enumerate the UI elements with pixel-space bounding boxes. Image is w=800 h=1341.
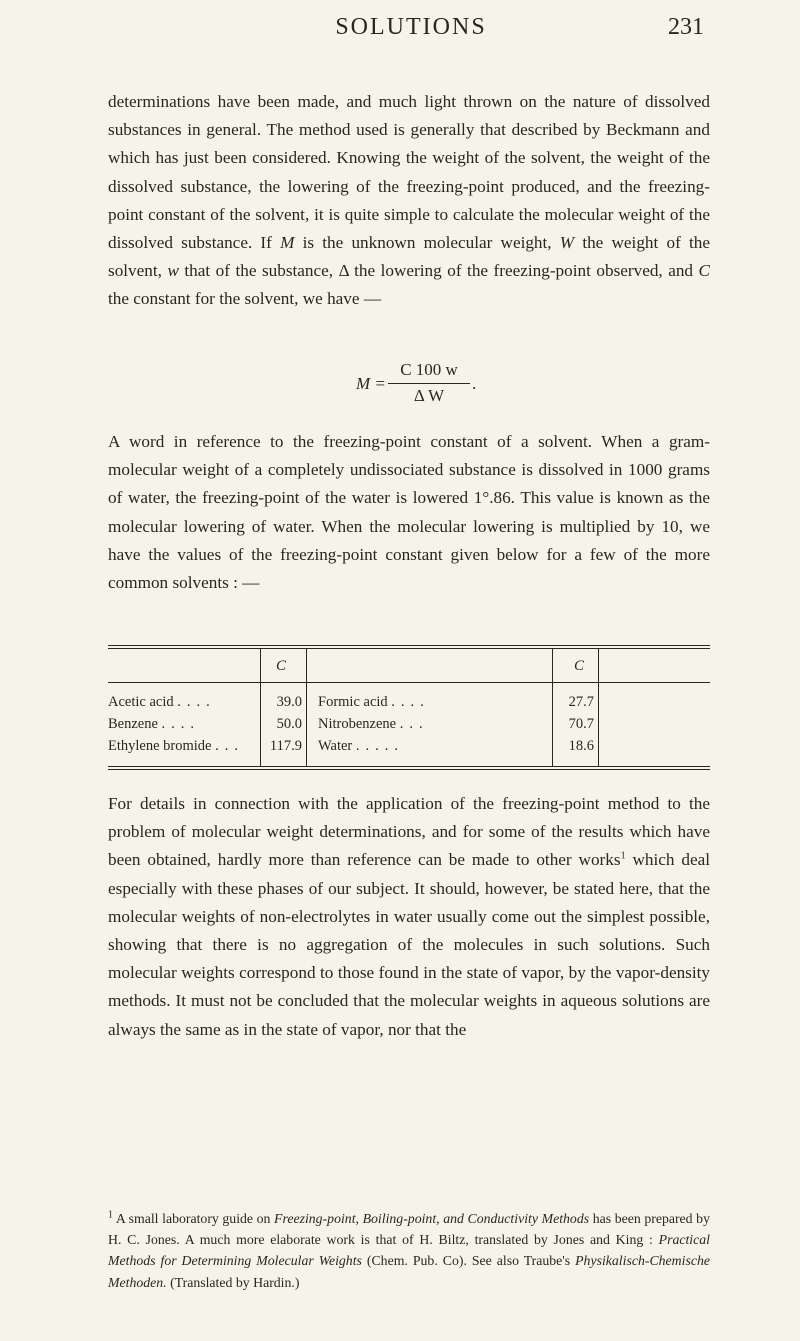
symbol-W: W — [559, 233, 575, 253]
solvent-constant: 70.7 — [568, 716, 594, 732]
paragraph-3: For details in connection with the application of the freezing-point method to the problem of molecular weight determinations, and for some of the results which have been obtained, hardly more than reference can be made to other works$^1$ which deal especially with these phases of our subject. It should, however, be stated here, that the molecular weights of non-electrolytes in water usually come out the simplest possible, showing that there is no aggregation of the molecules in such solutions. Such molecular weights correspond to those found in the state of vapor, by the vapor-density methods. It must not be concluded that the molecular weights in aqueous solutions are always the same as in the state of vapor, nor that the — [108, 794, 710, 1039]
solvent-name: Formic acid .... — [318, 694, 430, 710]
table-header-rule — [108, 682, 710, 683]
paragraph-2: A word in reference to the freezing-point constant of a solvent. When a gram-molecular weight of a completely undissociated substance is dissolved in 1000 grams of water, the freezing-point of the water is lowered 1°.86. This value is known as the molecular lowering of water. When the molecular lowering is multiplied by 10, we have the values of the freezing-point constant given below for a few of the more common solvents : — — [108, 432, 710, 593]
table-top-rule — [108, 645, 710, 646]
running-title: SOLUTIONS — [335, 14, 487, 40]
formula-numerator: C 100 w — [400, 360, 458, 379]
fraction-bar — [388, 383, 470, 384]
formula-period: . — [472, 374, 477, 393]
table-col-header-c-left: C — [276, 658, 287, 674]
symbol-w: w — [167, 261, 179, 281]
table-divider-2 — [306, 649, 307, 766]
page-number: 231 — [668, 14, 704, 40]
footnote-mark: 1 — [108, 1209, 113, 1221]
solvent-name: Water ..... — [318, 738, 405, 754]
freezing-point-constants-table — [108, 645, 710, 775]
footnote-reference: 1 — [620, 850, 626, 862]
molecular-weight-formula — [356, 360, 476, 414]
table-top-rule-2 — [108, 648, 710, 649]
symbol-C: C — [698, 261, 710, 281]
solvent-name: Acetic acid .... — [108, 694, 216, 710]
table-col-header-c-right: C — [574, 658, 585, 674]
solvent-constant: 27.7 — [568, 694, 594, 710]
solvent-name: Ethylene bromide ... — [108, 738, 244, 754]
table-bottom-rule-2 — [108, 769, 710, 770]
footnote: $^1$ A small laboratory guide on Freezing-point, Boiling-point, and Conductivity Methods has been prepared by H. C. Jones. A much more elaborate work is that of H. Biltz, translated by Jones and King : Practical Methods for Determining Molecular Weights (Chem. Pub. Co). See also Traube's Physikalisch-Chemische Methoden. (Translated by Hardin.) — [108, 1209, 710, 1290]
table-divider-4 — [598, 649, 599, 766]
symbol-M: M — [280, 233, 295, 253]
solvent-name: Benzene .... — [108, 716, 201, 732]
formula-denominator: Δ W — [413, 386, 445, 405]
solvent-constant: 50.0 — [276, 716, 302, 732]
solvent-constant: 117.9 — [269, 738, 302, 754]
paragraph-1: determinations have been made, and much light thrown on the nature of dissolved substances in general. The method used is generally that described by Beckmann and which has just been considered. Knowing the weight of the solvent, the weight of the dissolved substance, the lowering of the freezing-point produced, and the freezing-point constant of the solvent, it is quite simple to calculate the molecular weight of the dissolved substance. If M is the unknown molecular weight, W the weight of the solvent, w that of the substance, Δ the lowering of the freezing-point observed, and C the constant for the solvent, we have — — [108, 92, 710, 309]
table-bottom-rule — [108, 766, 710, 767]
table-divider-1 — [260, 649, 261, 766]
page-header — [118, 14, 704, 48]
table-divider-3 — [552, 649, 553, 766]
solvent-constant: 18.6 — [568, 738, 594, 754]
solvent-name: Nitrobenzene ... — [318, 716, 429, 732]
solvent-constant: 39.0 — [276, 694, 302, 710]
formula-lhs: M = — [356, 374, 386, 393]
